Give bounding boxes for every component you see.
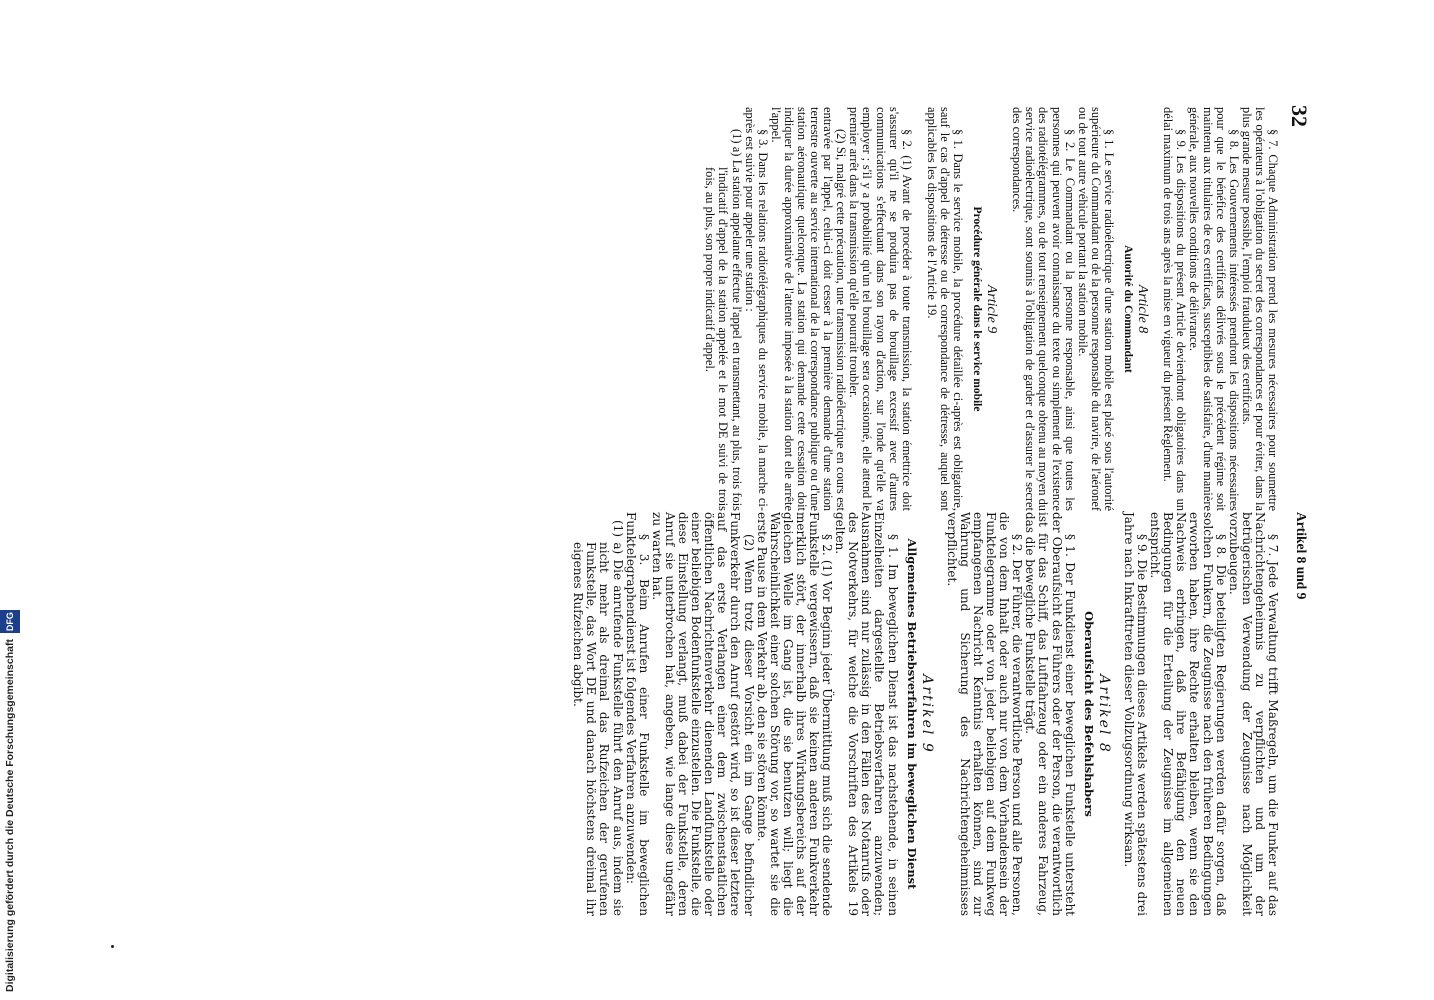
fr-art9-para-4: § 3. Dans les relations radiotélégraphiques du service mobile, la marche ci-après est suivie pour appeler une station :	[742, 107, 770, 511]
fr-art9-item: (1) a) La station appelante effectue l'appel en transmettant, au plus, trois fois l'indicatif d'appel de la station appelée et le mot DE suivi de trois fois, au plus, son propre indicatif d'appel.	[703, 129, 744, 511]
digitization-footer	[0, 0, 24, 1000]
page-number: 32	[1287, 105, 1312, 127]
fr-art9-para-3: (2) Si, malgré cette précaution, une transmission radioélectrique en cours est entravée par l'appel, celui-ci doit cesser à la première demande d'une station terrestre ouverte au service international de la correspondance publique ou d'une station aéronautique quelconque. La station qui demande cette cessation doit indiquer la durée approximative de l'attente imposée à la station dont elle arrête l'appel.	[768, 107, 849, 511]
de-article-9-title: Artikel 9	[918, 674, 935, 754]
fr-art8-para-1: § 1. Le service radioélectrique d'une station mobile est placé sous l'autorité supérieure du Commandant ou de la personne responsable du navire, de l'aéronef ou de tout autre véhicule portant la station mobile.	[1075, 107, 1116, 511]
fr-art8-para-2: § 2. Le Commandant ou la personne responsable, ainsi que toutes les personnes qui peuvent avoir connaissance du texte ou simplement de l'existence des radiotélégrammes, ou de tout renseignement quelconque obtenu au moyen du service radioélectrique, sont soumis à l'obligation de garder et d'assurer le secret des correspondances.	[1010, 107, 1077, 511]
fr-art9-para-2: § 2. (1) Avant de procéder à toute transmission, la station émettrice doit s'assurer qu'il ne se produira pas de brouillage excessif avec d'autres communications s'effectuant dans son rayon d'action, sur l'onde qu'elle va employer ; s'il y a probabilité qu'un tel brouillage sera occasionné, elle attend le premier arrêt dans la transmission qu'elle pourrait troubler.	[847, 107, 914, 511]
de-para-9: § 9. Die Bestimmungen dieses Artikels werden spätestens drei Jahre nach Inkrafttreten dieser Vollzugsordnung wirksam.	[1121, 512, 1150, 916]
german-column	[571, 512, 1279, 916]
de-article-9-subtitle: Allgemeines Betriebsverfahren im beweglichen Dienst	[904, 538, 919, 890]
de-para-7: § 7. Jede Verwaltung trifft Maßregeln, um die Funker auf das Nachrichtengeheimnis zu verpflichten und um der betrügerischen Verwendung der Zeugnisse nach Möglichkeit vorzubeugen.	[1226, 512, 1280, 916]
de-art8-para-1: § 1. Der Funkdienst einer beweglichen Funkstelle untersteht der Oberaufsicht des Führers oder der Person, die verantwortlich ist für das Schiff, das Luftfahrzeug oder ein anderes Fahrzeug, das die bewegliche Funkstelle trägt.	[1023, 512, 1077, 916]
running-head: Artikel 8 und 9	[1294, 512, 1309, 600]
fr-article-9-subtitle: Procédure générale dans le service mobile	[971, 206, 984, 412]
fr-article-9-title: Article 9	[984, 284, 1000, 334]
de-art9-para-4: § 3. Beim Anrufen einer Funkstelle im beweglichen Funktelegraphendienst ist folgendes Verfahren anzuwenden:	[623, 512, 651, 916]
fr-art9-para-1: § 1. Dans le service mobile, la procédure détaillée ci-après est obligatoire, sauf le cas d'appel de détresse ou de correspondance de détresse, auquel sont applicables les dispositions de l'Article 19.	[924, 107, 966, 511]
ink-speck	[111, 945, 114, 948]
de-art8-para-2: § 2. Der Führer, die verantwortliche Person und alle Personen, die von dem Inhalt oder auch nur von dem Vorhandensein der Funktelegramme oder von jeder beliebigen auf dem Funkweg empfangenen Nachricht Kenntnis erhalten können, sind zur Wahrung und Sicherung des Nachrichtengeheimnisses verpflichtet.	[944, 512, 1025, 916]
de-para-8: § 8. Die beteiligten Regierungen werden dafür sorgen, daß solchen Funkern, die Zeugnisse nach den früheren Bedingungen erworben haben, ihre Rechte erhalten bleiben, wenn sie den Nachweis erbringen, daß ihre Befähigung den neuen Bedingungen für die Erteilung der Zeugnisse im allgemeinen entspricht.	[1148, 512, 1228, 916]
digitization-note: Digitalisierung gefördert durch die Deutsche Forschungsgemeinschaft	[4, 639, 16, 992]
fr-para-8: § 8. Les Gouvernements intéressés prendront les dispositions nécessaires pour que le bénéfice des certificats délivrés sous le précédent régime soit maintenu aux titulaires de ces certificats, susceptibles de satisfaire, d'une manière générale, aux nouvelles conditions de délivrance.	[1187, 107, 1241, 511]
de-art9-item: (1) a) Die anrufende Funkstelle führt den Anruf aus, indem sie nicht mehr als dreimal das Rufzeichen der gerufenen Funkstelle, das Wort DE und danach höchstens dreimal ihr eigenes Rufzeichen abgibt.	[571, 520, 625, 916]
de-article-8-title: Artikel 8	[1095, 674, 1112, 754]
de-art9-para-2: § 2. (1) Vor Beginn jeder Übermittlung muß sich die sendende Funkstelle vergewissern, daß sie keinen anderen Funkverkehr merklich stört, der innerhalb ihres Wirkungsbereichs auf der gleichen Welle im Gang ist, die sie benutzen will; liegt die Wahrscheinlichkeit einer solchen Störung vor, so wartet sie die erste Pause in dem Verkehr ab, den sie stören könnte.	[754, 512, 835, 916]
fr-para-9: § 9. Les dispositions du présent Article deviendront obligatoires dans un délai maximum de trois ans après la mise en vigueur du présent Règlement.	[1161, 107, 1189, 511]
fr-article-8-subtitle: Autorité du Commandant	[1122, 245, 1135, 373]
fr-article-8-title: Article 8	[1135, 284, 1151, 334]
de-article-8-subtitle: Oberaufsicht des Befehlshabers	[1081, 611, 1096, 817]
de-art9-para-3: (2) Wenn trotz dieser Vorsicht ein im Gange befindlicher Funkverkehr durch den Anruf gestört wird, so ist dieser letztere auf das erste Verlangen einer dem zwischenstaatlichen öffentlichen Nachrichtenverkehr dienenden Landfunkstelle oder einer beliebigen Bodenfunkstelle einzustellen. Die Funkstelle, die diese Einstellung verlangt, muß dabei der Funkstelle, deren Anruf sie unterbrochen hat, angeben, wie lange diese ungefähr zu warten hat.	[649, 512, 756, 916]
dfg-logo: DFG	[0, 610, 20, 633]
fr-para-7: § 7. Chaque Administration prend les mesures nécessaires pour soumettre les opérateurs à l'obligation du secret des correspondances et pour éviter, dans la plus grande mesure possible, l'emploi frauduleux des certificats.	[1239, 107, 1280, 511]
french-column	[703, 107, 1279, 511]
de-art9-para-1: § 1. Im beweglichen Dienst ist das nachstehende, in seinen Einzelheiten dargestellte Betriebsverfahren anzuwenden; Ausnahmen sind nur zulässig in den Fällen des Notanrufs oder des Notverkehrs, für welche die Vorschriften des Artikels 19 gelten.	[833, 512, 900, 916]
